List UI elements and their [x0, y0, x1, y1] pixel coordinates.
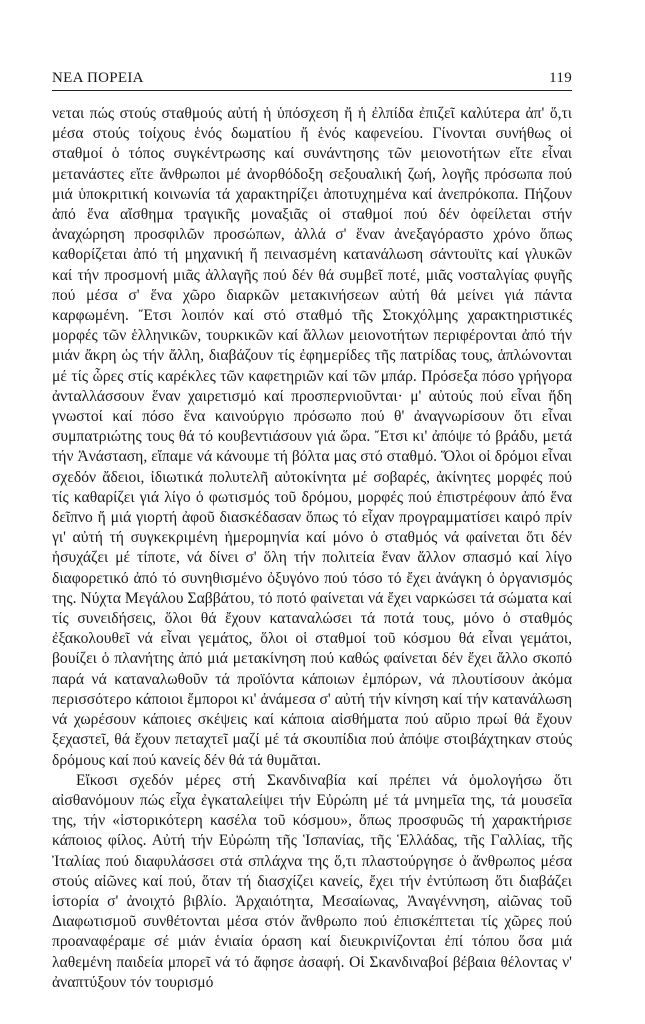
- journal-title: ΝΕΑ ΠΟΡΕΙΑ: [52, 70, 144, 86]
- body-text: [52, 104, 572, 993]
- page-number: 119: [549, 70, 572, 86]
- paragraph-2: Εἴκοσι σχεδόν μέρες στή Σκανδιναβία καί πρέπει νά ὁμολογήσω ὅτι αἰσθανόμουν πώς εἶχα ἐγκαταλείψει τήν Εὐρώπη μέ τά μνημεῖα της, τά μουσεῖα της, τήν «ἱστορικότερη κασέλα τοῦ κόσμου», ὅπως προσφυῶς τή χαρακτήρισε κάποιος φίλος. Αὐτή τήν Εὐρώπη τῆς Ἱσπανίας, τῆς Ἑλλάδας, τῆς Γαλλίας, τῆς Ἰταλίας πού διαφυλάσσει στά σπλάχνα της ὅ,τι πλαστούργησε ὁ ἄνθρωπος μέσα στούς αἰῶνες καί πού, ὅταν τή διασχίζει κανείς, ἔχει τήν ἐντύπωση ὅτι διαβάζει ἱστορία σ' ἀνοιχτό βιβλίο. Ἀρχαιότητα, Μεσαίωνας, Ἀναγέννηση, αἰῶνας τοῦ Διαφωτισμοῦ συνθέτονται μέσα στόν ἄνθρωπο πού ἐπισκέπτεται τίς χῶρες πού προαναφέραμε σέ μιάν ἑνιαία όραση καί διευκρινίζονται ἐπί τόπου ὅσα μιά λαθεμένη παιδεία μπορεῖ νά τό ἄφησε ἀσαφή. Οἱ Σκανδιναβοί βέβαια θέλοντας ν' ἀναπτύξουν τόν τουρισμό: [52, 771, 572, 991]
- paragraph-1: νεται πώς στούς σταθμούς αὐτή ἡ ὑπόσχεση ἤ ἡ ἐλπίδα ἐπιζεῖ καλύτερα ἀπ' ὅ,τι μέσα στούς τοίχους ἑνός δωματίου ἤ ἑνός καφενείου. Γίνονται συνήθως οἱ σταθμοί ὁ τόπος συγκέντρωσης καί συνάντησης τῶν μειονοτήτων εἴτε εἶναι μετανάστες εἴτε ἄνθρωποι μέ ἀνορθόδοξη σεξουαλική ζωή, λογῆς πρόσωπα πού μιά ὑποκριτική κοινωνία τά χαρακτηρίζει ἀποτυχημένα καί ἀνεπρόκοπα. Πήζουν ἀπό ἕνα αἴσθημα τραγικῆς μοναξιᾶς οἱ σταθμοί πού δέν ὀφείλεται στήν ἀναχώρηση προσφιλῶν προσώπων, ἀλλά σ' ἕναν ἀνεξαγόραστο χρόνο ὅπως καθορίζεται ἀπό τή μηχανική ἤ πεινασμένη κατανάλωση σάντουϊτς καί γλυκῶν καί τήν προσμονή μιᾶς ἀλλαγῆς πού δέν θά συμβεῖ ποτέ, μιᾶς νοσταλγίας φυγῆς πού μέσα σ' ἕνα χῶρο διαρκῶν μετακινήσεων αὐτή θά μείνει γιά πάντα καρφωμένη. Ἔτσι λοιπόν καί στό σταθμό τῆς Στοκχόλμης χαρακτηριστικές μορφές τῶν ἑλληνικῶν, τουρκικῶν καί ἄλλων μειονοτήτων περιφέρονται ἀπό τήν μιάν ἄκρη ὡς τήν ἄλλη, διαβάζουν τίς ἐφημερίδες τῆς πατρίδας τους, ἁπλώνονται μέ τίς ὧρες στίς καρέκλες τῶν καφετηριῶν καί τῶν μπάρ. Πρόσεξα πόσο γρήγορα ἀνταλλάσσουν ἕναν χαιρετισμό καί προσπερνιοῦνται· μ' αὐτούς πού εἶναι ἤδη γνωστοί καί πόσο ἕνα καινούργιο πρόσωπο πού θ' ἀναγνωρίσουν ὅτι εἶναι συμπατριώτης τους θά τό κουβεντιάσουν γιά ὥρα. Ἔτσι κι' ἀπόψε τό βράδυ, μετά τήν Ἀνάσταση, εἴπαμε νά κάνουμε τή βόλτα μας στό σταθμό. Ὅλοι οἱ δρόμοι εἶναι σχεδόν ἄδειοι, ἰδιωτικά πολυτελῆ αὐτοκίνητα μέ σοβαρές, ἀκίνητες μορφές πού τίς καθαρίζει γιά λίγο ὁ φωτισμός τοῦ δρόμου, μορφές πού ἐπιστρέφουν ἀπό ἕνα δεῖπνο ἤ μιά γιορτή ἀφοῦ διασκέδασαν ὅπως τό εἶχαν προγραμματίσει καιρό πρίν γι' αὐτή τή συγκεκριμένη ἡμερομηνία καί μόνο ὁ σταθμός νά φαίνεται ὅτι δέν ἡσυχάζει μέ τίποτε, νά δίνει σ' ὅλη τήν πολιτεία ἕναν ἄλλον σπασμό καί λίγο διαφορετικό ἀπό τό συνηθισμένο ὀξυγόνο πού τόσο τό ἔχει ἀνάγκη ὁ ὀργανισμός της. Νύχτα Μεγάλου Σαββάτου, τό ποτό φαίνεται νά ἔχει ναρκώσει τά σώματα καί τίς συνειδήσεις, ὅλοι θά ἔχουν καταναλώσει τά ποτά τους, μόνο ὁ σταθμός ἐξακολουθεῖ νά εἶναι γεμάτος, ὅλοι οἱ σταθμοί τοῦ κόσμου θά εἶναι γεμάτοι, βουίζει ὁ πλανήτης ἀπό μιά μετακίνηση πού καθώς φαίνεται δέν ἔχει ἄλλο σκοπό παρά νά καταναλωθοῦν τά προϊόντα κάποιων ἐμπόρων, νά πλουτίσουν ἀκόμα περισσότερο κάποιοι ἔμποροι κι' ἀνάμεσα σ' αὐτή τήν κίνηση καί τήν κατανάλωση νά χωρέσουν κάποιες σκέψεις καί κάποια αἰσθήματα πού αὔριο πρωί θά ἔχουν ξεχαστεῖ, θά ἔχουν πεταχτεῖ μαζί μέ τά σκουπίδια πού ἀπόψε στοιβάχτηκαν στούς δρόμους καί πού κανείς δέν θά τά θυμᾶται.: [52, 105, 572, 769]
- running-header: [52, 64, 572, 91]
